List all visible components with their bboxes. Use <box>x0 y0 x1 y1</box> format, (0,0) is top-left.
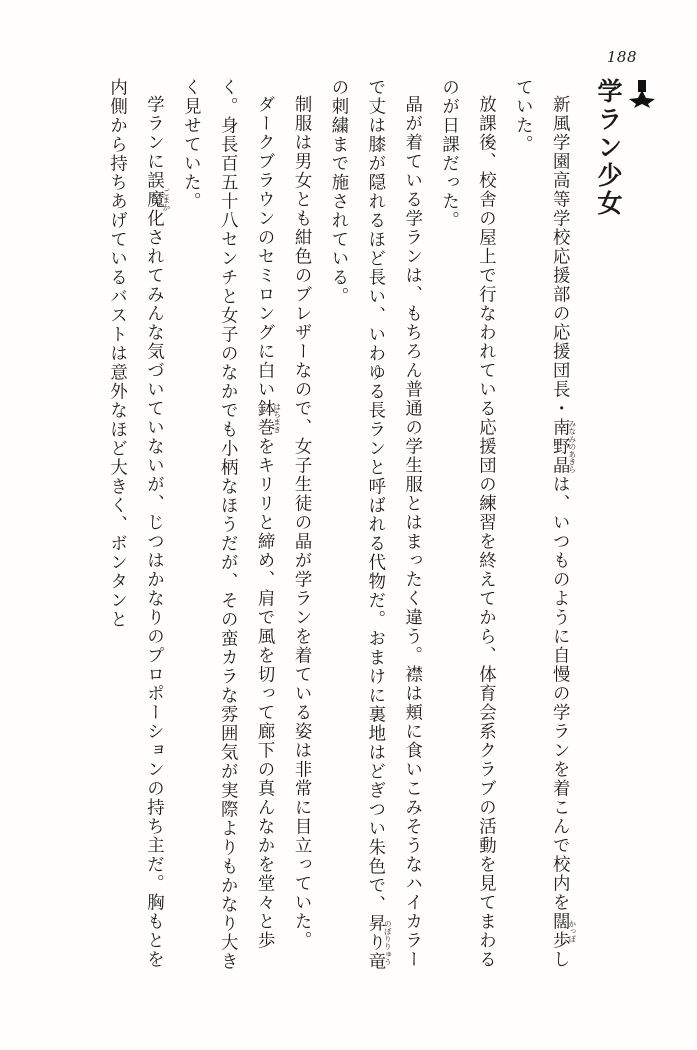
page-number: 188 <box>606 48 637 66</box>
star-ornament-icon <box>625 78 655 202</box>
ruby-noboriryu: 昇り竜のぼりりゅう <box>364 914 393 971</box>
vertical-text-body <box>52 78 655 978</box>
chapter-title-block <box>591 78 655 218</box>
body-column <box>98 78 578 978</box>
chapter-title-text: 学ラン少女 <box>594 78 623 218</box>
ruby-kappo: 闊歩かっぽ <box>549 912 577 951</box>
ruby-gomaka: 誤魔化ごまか <box>143 171 171 229</box>
paragraph: ダークブラウンのセミロングに白い鉢巻はちまきをキリリと締め、肩で風を切って廊下の真んなかを堂々と歩く。身長百五十八センチと女子のなかでも小柄なほうだが、その蛮カラな雰囲気が実際よりもかなり大きく見せていた。 <box>180 78 282 971</box>
paragraph: 晶が着ている学ランは、もちろん普通の学生服とはまったく違う。襟は頬に食いこみそうなハイカラーで丈は膝が隠れるほど長い、いわゆる長ランと呼ばれる代物だ。おまけに裏地はどぎつい朱色で、昇り竜のぼりりゅうの刺繍まで施されている。 <box>327 78 422 971</box>
paragraph: 制服は男女とも紺色のブレザーなので、女子生徒の晶が学ランを着ている姿は非常に目立っていた。 <box>291 95 312 951</box>
paragraph: 新風学園高等学校応援部の応援団長・南野晶みなみのあきらは、いつものように自慢の学ランを着こんで校内を闊歩かっぽしていた。 <box>512 78 577 970</box>
ruby-minaminoakira: 南野晶みなみのあきら <box>549 418 577 476</box>
ruby-hachimaki: 鉢巻はちまき <box>254 399 282 438</box>
paragraph: 放課後、校舎の屋上で行なわれている応援団の練習を終えてから、体育会系クラブの活動を見てまわるのが日課だった。 <box>438 78 496 970</box>
paragraph: 学ランに誤魔化ごまかされてみんな気づいていないが、じつはかなりのプロポーションの持ち主だ。胸もとを内側から持ちあげているバストは意外なほど大きく、ボンタンと <box>106 78 171 970</box>
